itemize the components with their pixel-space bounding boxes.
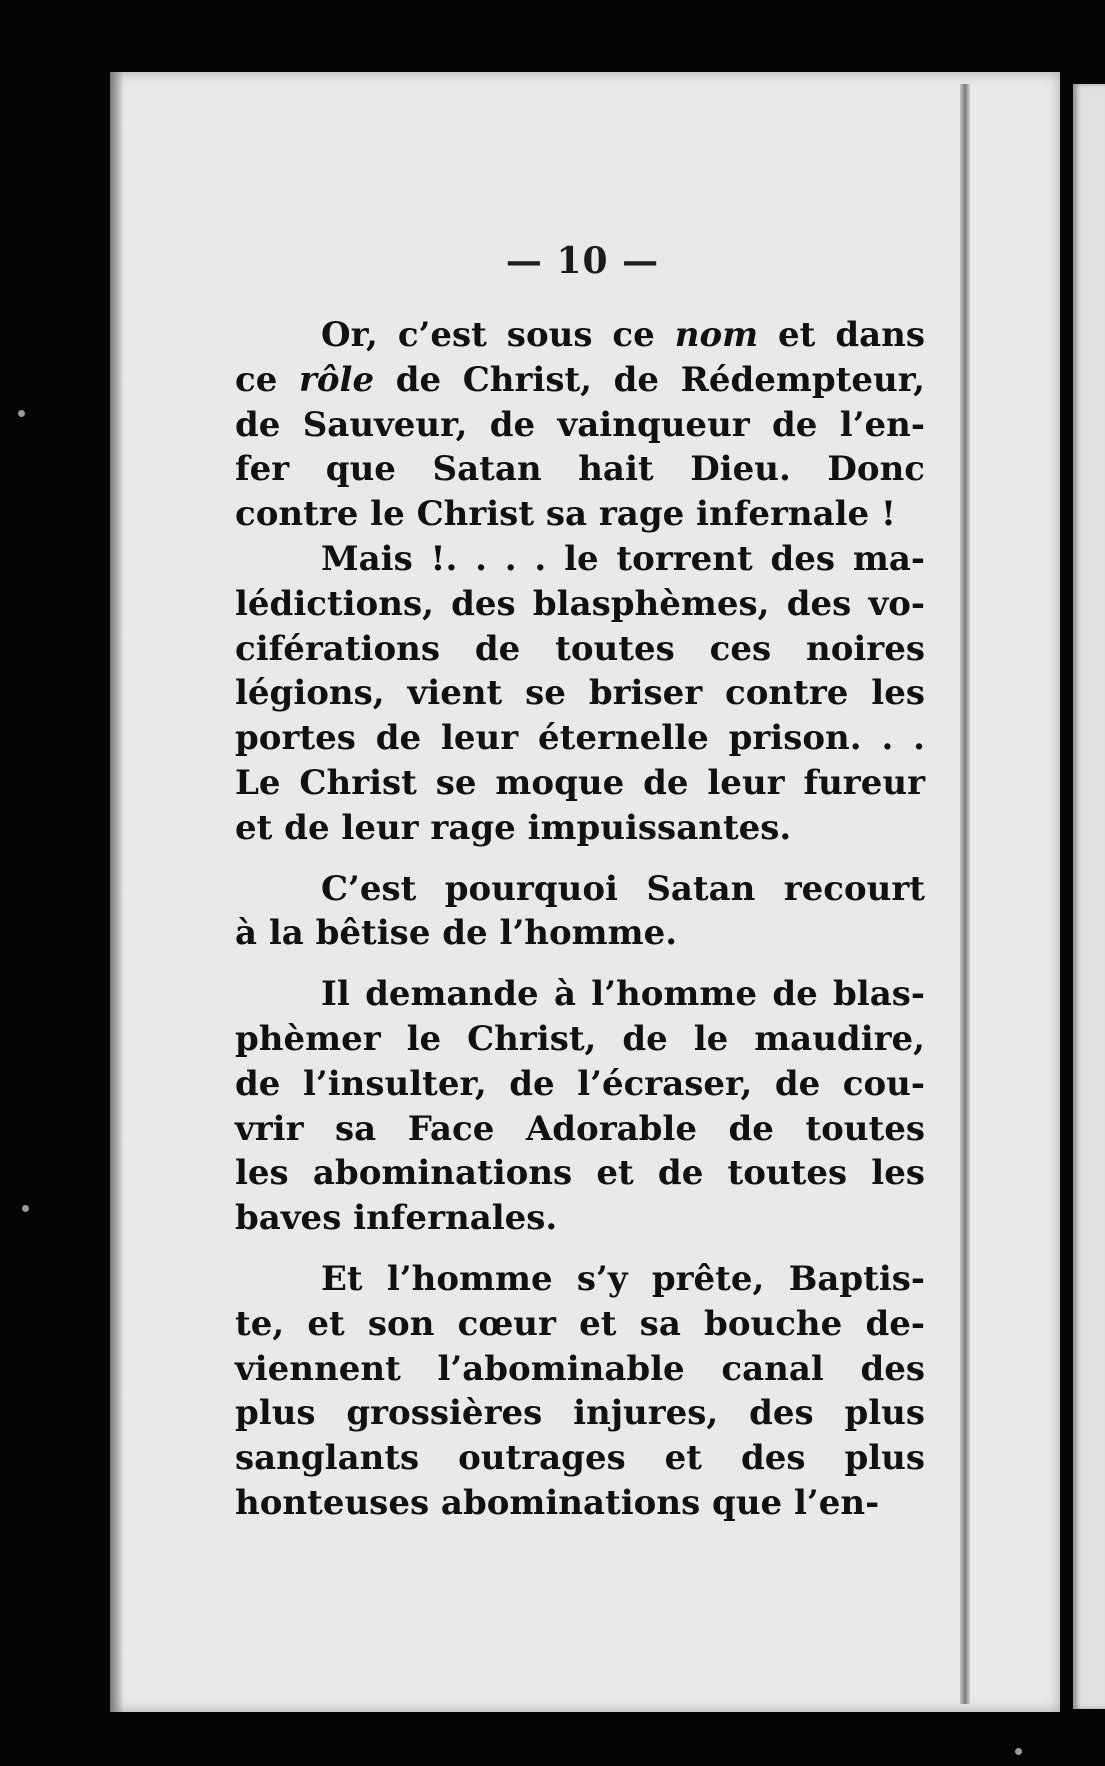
paragraph (235, 1257, 925, 1526)
body-text (235, 313, 925, 1526)
text-run: lédictions, des blasphèmes, des vo- (235, 583, 925, 624)
text-run: phèmer le Christ, de le maudire, (235, 1018, 925, 1059)
page-number: — 10 — (505, 240, 660, 282)
text-line (235, 1062, 925, 1107)
text-run: portes de leur éternelle prison. . . (235, 718, 925, 759)
paragraph (235, 313, 925, 537)
text-line (235, 972, 925, 1017)
text-run: Il demande à l’homme de blas- (321, 974, 925, 1015)
paragraph (235, 867, 925, 957)
text-run: viennent l’abominable canal des (235, 1348, 925, 1389)
text-line (235, 1481, 925, 1526)
text-run: et de leur rage impuissantes. (235, 807, 792, 848)
text-line (235, 1017, 925, 1062)
text-run: sanglants outrages et des plus (235, 1438, 925, 1479)
text-run: ce (235, 359, 299, 400)
text-line (235, 1257, 925, 1302)
text-line (235, 403, 925, 448)
paragraph-gap (235, 851, 925, 867)
text-line (235, 582, 925, 627)
text-run: contre le Christ sa rage infernale ! (235, 494, 896, 535)
paragraph-gap (235, 956, 925, 972)
text-line (235, 627, 925, 672)
text-run: vrir sa Face Adorable de toutes (235, 1108, 925, 1149)
paragraph-gap (235, 1241, 925, 1257)
text-run: Le Christ se moque de leur fureur (235, 762, 925, 803)
paragraph (235, 972, 925, 1241)
scan-speck (1015, 1748, 1022, 1755)
text-run: ciférations de toutes ces noires (235, 628, 925, 669)
text-run: honteuses abominations que l’en- (235, 1482, 880, 1523)
scan-speck (22, 1205, 29, 1212)
text-line (235, 1107, 925, 1152)
text-line (235, 537, 925, 582)
facing-page-edge (1073, 84, 1105, 1709)
text-line (235, 1196, 925, 1241)
text-line (235, 1151, 925, 1196)
text-run: Or, c’est sous ce (321, 315, 675, 355)
text-line (235, 358, 925, 403)
text-run: légions, vient se briser contre les (235, 673, 925, 714)
text-line (235, 447, 925, 492)
text-line (235, 492, 925, 537)
text-line (235, 671, 925, 716)
paragraph (235, 537, 925, 851)
text-run: fer que Satan hait Dieu. Donc (235, 449, 925, 490)
text-run: baves infernales. (235, 1198, 558, 1239)
italic-text: rôle (298, 359, 375, 400)
text-run: C’est pourquoi Satan recourt (321, 868, 925, 909)
scan-speck (18, 410, 25, 417)
text-run: et dans (758, 315, 925, 355)
text-run: à la bêtise de l’homme. (235, 913, 678, 954)
text-run: de Christ, de Rédempteur, (374, 359, 926, 400)
text-line (235, 867, 925, 912)
text-line (235, 911, 925, 956)
text-run: Mais !. . . . le torrent des ma- (321, 538, 925, 579)
text-line (235, 806, 925, 851)
page-edge-shadow (110, 72, 124, 1712)
text-line (235, 1436, 925, 1481)
text-run: plus grossières injures, des plus (235, 1393, 925, 1434)
text-line (235, 761, 925, 806)
page-fold (960, 84, 970, 1704)
text-run: les abominations et de toutes les (235, 1153, 925, 1194)
text-run: te, et son cœur et sa bouche de- (235, 1303, 925, 1344)
text-line (235, 1347, 925, 1392)
text-line (235, 1391, 925, 1436)
italic-text: nom (674, 315, 759, 355)
text-line (235, 1302, 925, 1347)
text-line (235, 313, 925, 358)
text-line (235, 716, 925, 761)
text-run: de Sauveur, de vainqueur de l’en- (235, 404, 925, 445)
text-run: de l’insulter, de l’écraser, de cou- (235, 1063, 925, 1104)
text-run: Et l’homme s’y prête, Baptis- (321, 1258, 925, 1299)
